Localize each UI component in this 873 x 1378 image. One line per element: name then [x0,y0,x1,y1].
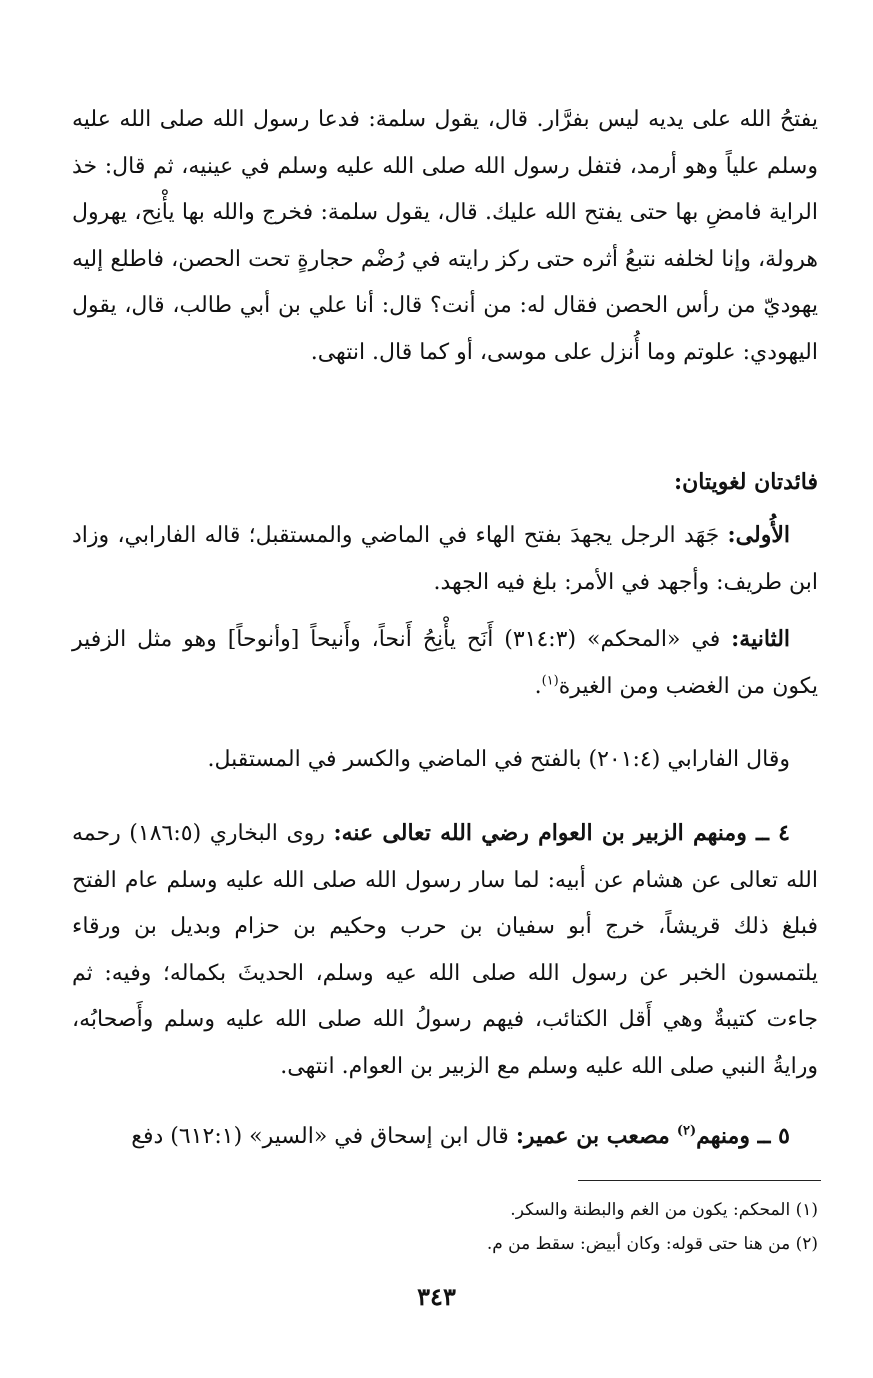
entry-heading-name: مصعب بن عمير: [515,1123,670,1149]
footnote-divider [578,1180,821,1181]
paragraph-zubair [72,810,818,1090]
footnote-2: (٢) من هنا حتى قوله: وكان أبيض: سقط من م. [486,1234,818,1254]
paragraph-second-note [72,616,818,710]
paragraph-end: . [534,673,542,699]
entry-heading: ٤ ــ ومنهم الزبير بن العوام رضي الله تعالى عنه: [333,820,790,846]
paragraph-text: وقال الفارابي (٢٠١:٤) بالفتح في الماضي والكسر في المستقبل. [207,747,790,772]
paragraph-ali-banner [72,97,818,376]
note-label: الأُولى: [727,522,790,548]
paragraph-text: روى البخاري (١٨٦:٥) رحمه الله تعالى عن هشام عن أبيه: لما سار رسول الله صلى الله عليه وسلم عام الفتح فبلغ ذلك قريشاً، خرج أبو سفيان بن حرب وحكيم بن حزام وبديل بن ورقاء يلتمسون الخبر عن رسول الله صلى الله عيه وسلم، الحديثَ بكماله؛ وفيه: ثم جاءت كتيبةٌ وهي أَقل الكتائب، فيهم رسولُ الله صلى الله عليه وسلم وأَصحابُه، ورايةُ النبي صلى الله عليه وسلم مع الزبير بن العوام. انتهى. [72,821,818,1079]
paragraph-farabi [72,737,818,784]
paragraph-text: جَهَد الرجل يجهدَ بفتح الهاء في الماضي والمستقبل؛ قاله الفارابي، وزاد ابن طريف: وأجهد في الأمر: بلغ فيه الجهد. [72,523,818,595]
footnote-1: (١) المحكم: يكون من الغم والبطنة والسكر. [510,1200,818,1220]
paragraph-text: في «المحكم» (٣١٤:٣) أَنَح يأْنِحُ أَنحاً، وأَنيحاً [وأنوحاً] وهو مثل الزفير يكون من الغضب ومن الغيرة [72,627,818,699]
footnote-marker: (١) [541,673,559,689]
footnote-marker: (٢) [676,1123,697,1139]
page-number: ٣٤٣ [417,1282,456,1311]
paragraph-text: يفتحُ الله على يديه ليس بفرَّار. قال، يقول سلمة: فدعا رسول الله صلى الله عليه وسلم علياً وهو أرمد، فتفل رسول الله صلى الله عليه وسلم في عينيه، ثم قال: خذ الراية فامضِ بها حتى يفتح الله عليك. قال، يقول سلمة: فخرج والله بها يأْنِح، يهرول هرولة، وإنا لخلفه نتبعُ أثره حتى ركز رايته في رُضْم حجارةٍ تحت الحصن، فاطلع إليه يهوديّ من رأس الحصن فقال له: من أنت؟ قال: أنا علي بن أبي طالب، قال، يقول اليهودي: علوتم وما أُنزل على موسى، أو كما قال. انتهى. [72,107,818,365]
paragraph-musab [72,1113,818,1161]
footnotes [72,1193,818,1261]
paragraph-text: قال ابن إسحاق في «السير» (٦١٢:١) دفع [131,1124,509,1149]
section-heading: فائدتان لغويتان: [674,469,818,495]
entry-heading: ٥ ــ ومنهم [696,1123,790,1149]
note-label: الثانية: [731,626,791,652]
paragraph-first-note [72,512,818,606]
